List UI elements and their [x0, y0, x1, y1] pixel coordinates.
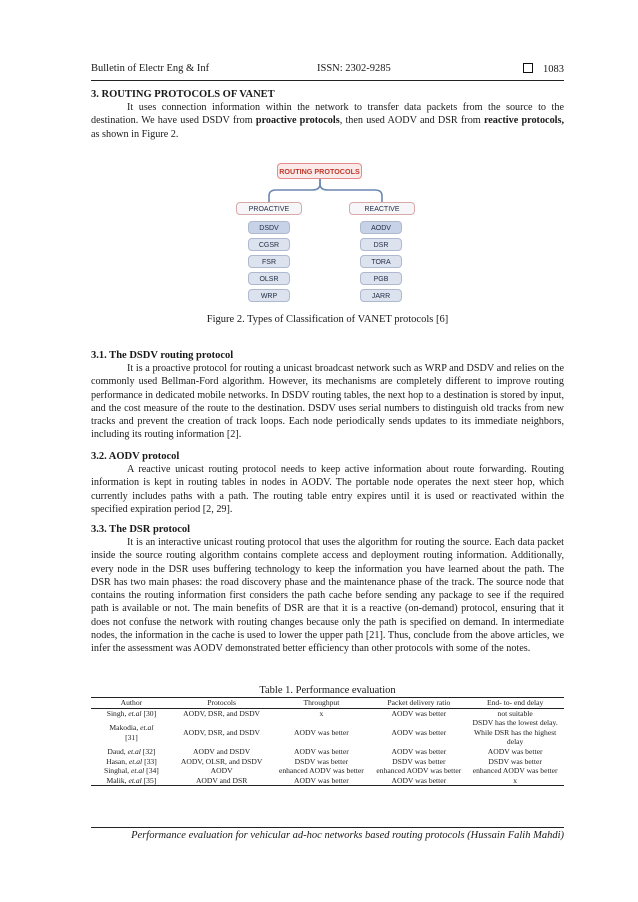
s31-text: It is a proactive protocol for routing a unicast broadcast network such as WRP and DSDV and relies on the commonly used Bellman-Ford algorithm. However, its mechanisms are completely different to improve routing performance in dedicated mobile networks. In DSDV routing tables, the next hop to a destination is stored by input, and the cost measure of the route to the destination. DSDV uses serial numbers to distinguish old tracks from new tracks and prevent the creation of track loops. Each node periodically sends updates to its immediate neighbors, including its routing information [2]. [91, 363, 564, 441]
proactive-box: PROACTIVE [236, 202, 302, 215]
journal-name: Bulletin of Electr Eng & Inf [91, 63, 210, 74]
reactive-item: JARR [360, 289, 402, 302]
cell-author: Daud, et.al [32] [107, 746, 156, 756]
header-pdr: Packet delivery ratio [371, 698, 466, 709]
s3-text-1: It uses connection information within the network to transfer data packets from the source to the destination. We have used DSDV from [91, 102, 564, 127]
performance-table [91, 697, 564, 786]
section-3-heading: 3. ROUTING PROTOCOLS OF VANET [91, 89, 275, 100]
cell-protocols: AODV, DSR, and DSDV [183, 727, 261, 737]
cell-protocols: AODV, DSR, and DSDV [183, 708, 261, 718]
header-rule [91, 80, 564, 81]
cell-delay: DSDV has the lowest delay. While DSR has the highest delay [472, 718, 558, 747]
section-3-1-paragraph [91, 362, 564, 442]
header-throughput: Throughput [271, 698, 371, 709]
reactive-item: TORA [360, 255, 402, 268]
cell-author: Singh, et.al [30] [106, 708, 157, 718]
header-author: Author [91, 698, 172, 709]
cell-pdr: AODV was better [391, 708, 447, 718]
cell-throughput: AODV was better [294, 746, 349, 756]
figure-caption: Figure 2. Types of Classification of VANET protocols [6] [206, 314, 449, 325]
cell-protocols: AODV, OLSR, and DSDV [180, 756, 263, 766]
proactive-item: FSR [248, 255, 290, 268]
reactive-box: REACTIVE [349, 202, 415, 215]
cell-pdr: AODV was better [391, 746, 447, 756]
running-header [91, 63, 564, 79]
cell-author: Hasan, et.al [33] [106, 756, 157, 766]
table-row [91, 718, 564, 747]
connector-reactive [320, 179, 382, 202]
figure-title-box: ROUTING PROTOCOLS [277, 163, 362, 179]
proactive-item: DSDV [248, 221, 290, 234]
reactive-item: PGB [360, 272, 402, 285]
cell-pdr: enhanced AODV was better [376, 766, 462, 776]
cell-delay: DSDV was better [488, 756, 542, 766]
section-3-2-paragraph [91, 463, 564, 516]
running-footer: Performance evaluation for vehicular ad-hoc networks based routing protocols (Hussain Falih Mahdi) [131, 830, 564, 841]
s3-bold-1: proactive protocols [255, 115, 340, 127]
cell-pdr: AODV was better [391, 727, 447, 737]
page-number: 1083 [543, 64, 564, 75]
cell-protocols: AODV and DSR [195, 775, 248, 785]
cell-protocols: AODV [210, 766, 233, 776]
s3-bold-2: reactive protocols, [483, 115, 565, 127]
table-row [91, 766, 564, 776]
connector-proactive [269, 179, 320, 202]
table-row [91, 757, 564, 767]
routing-protocols-figure [232, 158, 410, 304]
reactive-item: AODV [360, 221, 402, 234]
cell-delay: AODV was better [487, 746, 543, 756]
section-3-1-heading: 3.1. The DSDV routing protocol [91, 350, 234, 361]
cell-throughput: AODV was better [294, 727, 349, 737]
cell-author: Makodia, et.al [31] [109, 722, 154, 742]
cell-delay: x [513, 775, 518, 785]
cell-throughput: x [319, 708, 324, 718]
cell-pdr: DSDV was better [392, 756, 446, 766]
section-3-3-paragraph [91, 536, 564, 656]
proactive-item: WRP [248, 289, 290, 302]
footer-rule [91, 827, 564, 828]
table-row [91, 747, 564, 757]
section-3-paragraph [91, 101, 564, 141]
section-3-2-heading: 3.2. AODV protocol [91, 451, 180, 462]
cell-delay: enhanced AODV was better [472, 766, 558, 776]
section-3-3-heading: 3.3. The DSR protocol [91, 524, 191, 535]
s3-text-3: as shown in Figure 2. [91, 128, 179, 140]
issn: ISSN: 2302-9285 [317, 63, 391, 74]
cell-throughput: DSDV was better [294, 756, 349, 766]
cell-pdr: AODV was better [391, 775, 447, 785]
table-row [91, 776, 564, 786]
reactive-item: DSR [360, 238, 402, 251]
cell-throughput: AODV was better [294, 775, 349, 785]
table-header-row [91, 698, 564, 709]
proactive-item: OLSR [248, 272, 290, 285]
s32-text: A reactive unicast routing protocol needs to keep active information about route forwarding. Routing information is kept in routing tables in nodes in AODV. The portable node operates the next steer hop, which currently includes paths with a path. The routing table entry expires until it is used or reactivated within the specified expiration period [2, 29]. [91, 464, 564, 515]
table-row [91, 708, 564, 718]
cell-author: Malik, et.al [35] [106, 775, 157, 785]
s33-text: It is an interactive unicast routing protocol that uses the algorithm for routing the source. Each data packet inside the source routing algorithm contains complete access and deployment routing information. Additionally, every node in the DSR uses buffering technology to keep the information you have learned about the path. The DSR has two main phases: the road discovery phase and the maintenance phase of the track. The source node that contains the routing information first considers the path cache before sending any package to see if the required path is available or not. The main benefits of DSR are that it is a reactive (on-demand) protocol, ensuring that it does not confuse the network with routing changes because only the path is specified on demand. In intermediate nodes, the information in the cache is used to lower the upper path [21]. Thus, conclude from the above articles, we infer the assessment was AODV demonstrated better efficiency than other protocols with some of the notes. [91, 537, 564, 655]
cell-protocols: AODV and DSDV [192, 746, 251, 756]
header-delay: End- to- end delay [466, 698, 564, 709]
page-number-group [523, 63, 564, 75]
cell-throughput: enhanced AODV was better [278, 766, 364, 776]
table-caption: Table 1. Performance evaluation [259, 685, 396, 696]
proactive-item: CGSR [248, 238, 290, 251]
header-protocols: Protocols [172, 698, 272, 709]
cell-delay: not suitable [497, 708, 533, 718]
s3-text-2: , then used AODV and DSR from [339, 115, 484, 127]
cell-author: Singhal, et.al [34] [103, 766, 159, 776]
checkbox-square-icon [523, 63, 533, 73]
